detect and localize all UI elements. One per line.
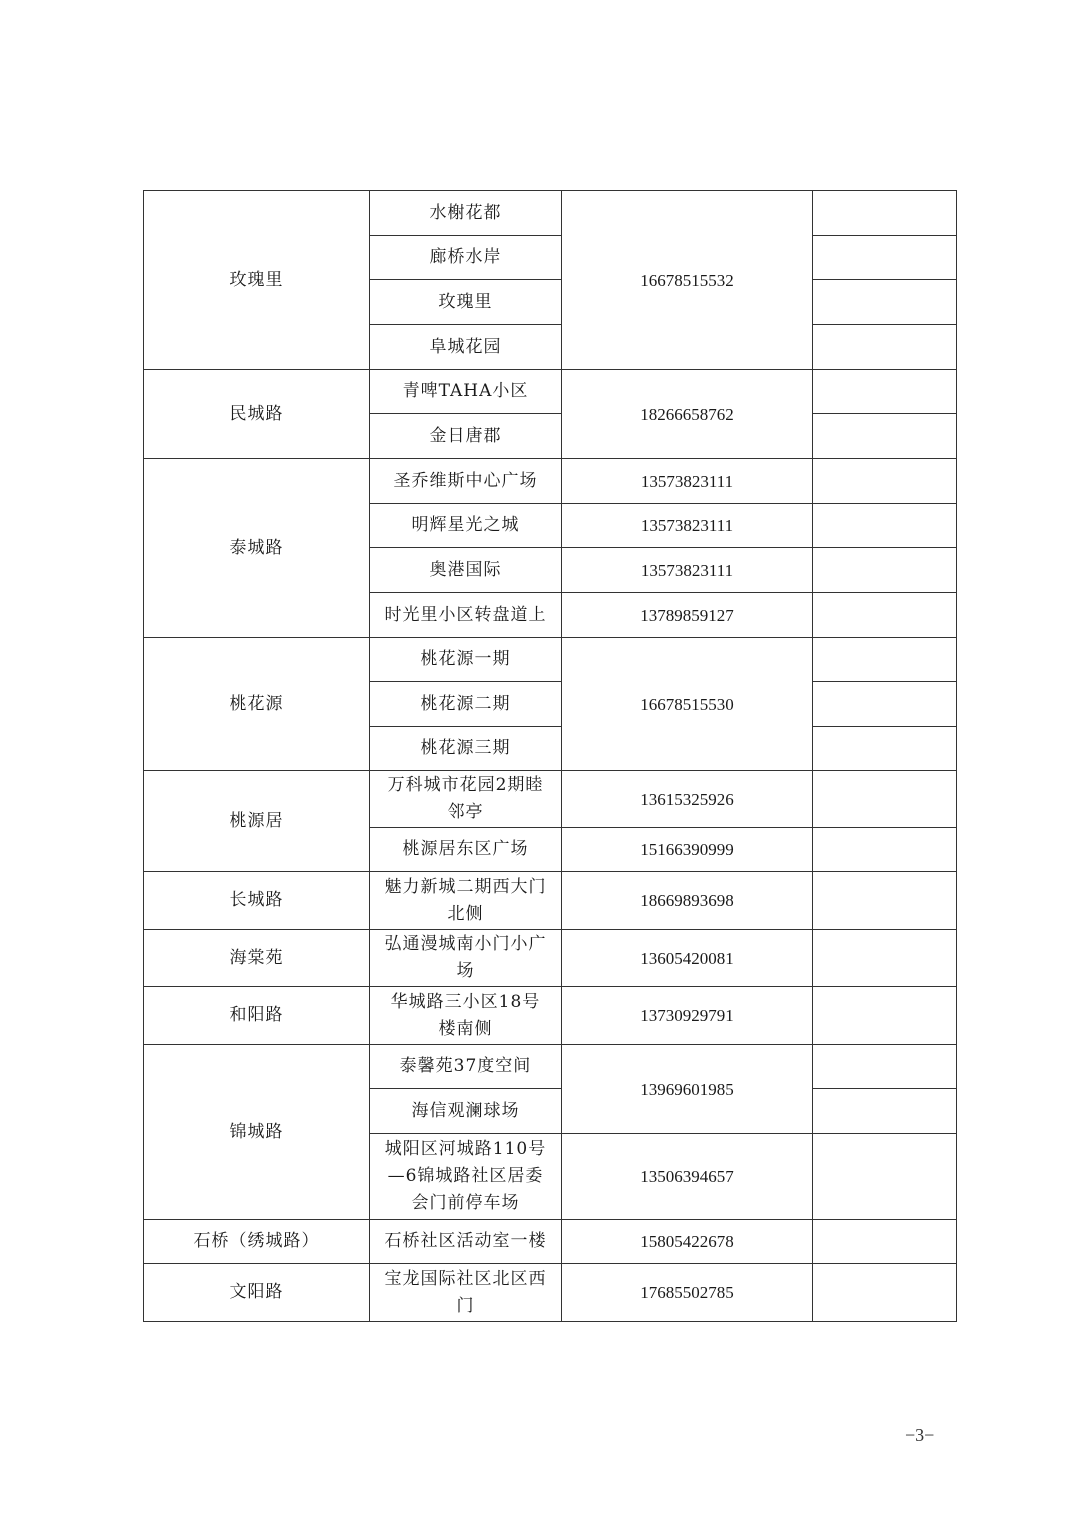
phone-cell: 13789859127: [562, 593, 813, 638]
blank-cell: [813, 370, 957, 414]
community-cell: 万科城市花园2期睦邻亭: [370, 771, 562, 828]
blank-cell: [813, 593, 957, 638]
phone-cell: 18669893698: [562, 872, 813, 930]
community-cell: 弘通漫城南小门小广场: [370, 930, 562, 987]
community-cell: 时光里小区转盘道上: [370, 593, 562, 638]
phone-cell: 17685502785: [562, 1264, 813, 1322]
community-cell: 阜城花园: [370, 325, 562, 370]
phone-cell: 13573823111: [562, 504, 813, 548]
district-cell: 泰城路: [144, 459, 370, 638]
community-cell: 明辉星光之城: [370, 504, 562, 548]
district-cell: 文阳路: [144, 1264, 370, 1322]
blank-cell: [813, 236, 957, 280]
community-cell: 奥港国际: [370, 548, 562, 593]
blank-cell: [813, 1089, 957, 1134]
community-cell: 桃源居东区广场: [370, 828, 562, 872]
phone-cell: 16678515532: [562, 191, 813, 370]
community-cell: 海信观澜球场: [370, 1089, 562, 1134]
phone-cell: 18266658762: [562, 370, 813, 459]
district-cell: 海棠苑: [144, 930, 370, 987]
pickup-point-table: [143, 190, 957, 1322]
blank-cell: [813, 930, 957, 987]
phone-cell: 13605420081: [562, 930, 813, 987]
phone-cell: 13615325926: [562, 771, 813, 828]
blank-cell: [813, 771, 957, 828]
community-cell: 桃花源一期: [370, 638, 562, 682]
blank-cell: [813, 548, 957, 593]
district-cell: 桃花源: [144, 638, 370, 771]
blank-cell: [813, 1264, 957, 1322]
community-cell: 水榭花都: [370, 191, 562, 236]
community-cell: 宝龙国际社区北区西门: [370, 1264, 562, 1322]
phone-cell: 13573823111: [562, 459, 813, 504]
community-cell: 桃花源三期: [370, 727, 562, 771]
blank-cell: [813, 638, 957, 682]
district-cell: 锦城路: [144, 1045, 370, 1220]
blank-cell: [813, 459, 957, 504]
blank-cell: [813, 828, 957, 872]
blank-cell: [813, 1220, 957, 1264]
district-cell: 民城路: [144, 370, 370, 459]
community-cell: 廊桥水岸: [370, 236, 562, 280]
blank-cell: [813, 504, 957, 548]
community-cell: 桃花源二期: [370, 682, 562, 727]
community-cell: 魅力新城二期西大门北侧: [370, 872, 562, 930]
district-cell: 石桥（绣城路）: [144, 1220, 370, 1264]
blank-cell: [813, 414, 957, 459]
phone-cell: 15166390999: [562, 828, 813, 872]
phone-cell: 13573823111: [562, 548, 813, 593]
page-number: −3−: [905, 1425, 935, 1445]
district-cell: 玫瑰里: [144, 191, 370, 370]
phone-cell: 13506394657: [562, 1134, 813, 1220]
blank-cell: [813, 191, 957, 236]
blank-cell: [813, 872, 957, 930]
blank-cell: [813, 727, 957, 771]
district-cell: 长城路: [144, 872, 370, 930]
community-cell: 石桥社区活动室一楼: [370, 1220, 562, 1264]
blank-cell: [813, 987, 957, 1045]
blank-cell: [813, 280, 957, 325]
phone-cell: 13730929791: [562, 987, 813, 1045]
blank-cell: [813, 682, 957, 727]
community-cell: 玫瑰里: [370, 280, 562, 325]
community-cell: 城阳区河城路110号—6锦城路社区居委会门前停车场: [370, 1134, 562, 1220]
phone-cell: 15805422678: [562, 1220, 813, 1264]
phone-cell: 16678515530: [562, 638, 813, 771]
community-cell: 金日唐郡: [370, 414, 562, 459]
community-cell: 泰馨苑37度空间: [370, 1045, 562, 1089]
blank-cell: [813, 1134, 957, 1220]
blank-cell: [813, 325, 957, 370]
district-cell: 和阳路: [144, 987, 370, 1045]
phone-cell: 13969601985: [562, 1045, 813, 1134]
community-cell: 青啤TAHA小区: [370, 370, 562, 414]
district-cell: 桃源居: [144, 771, 370, 872]
community-cell: 圣乔维斯中心广场: [370, 459, 562, 504]
community-cell: 华城路三小区18号楼南侧: [370, 987, 562, 1045]
blank-cell: [813, 1045, 957, 1089]
